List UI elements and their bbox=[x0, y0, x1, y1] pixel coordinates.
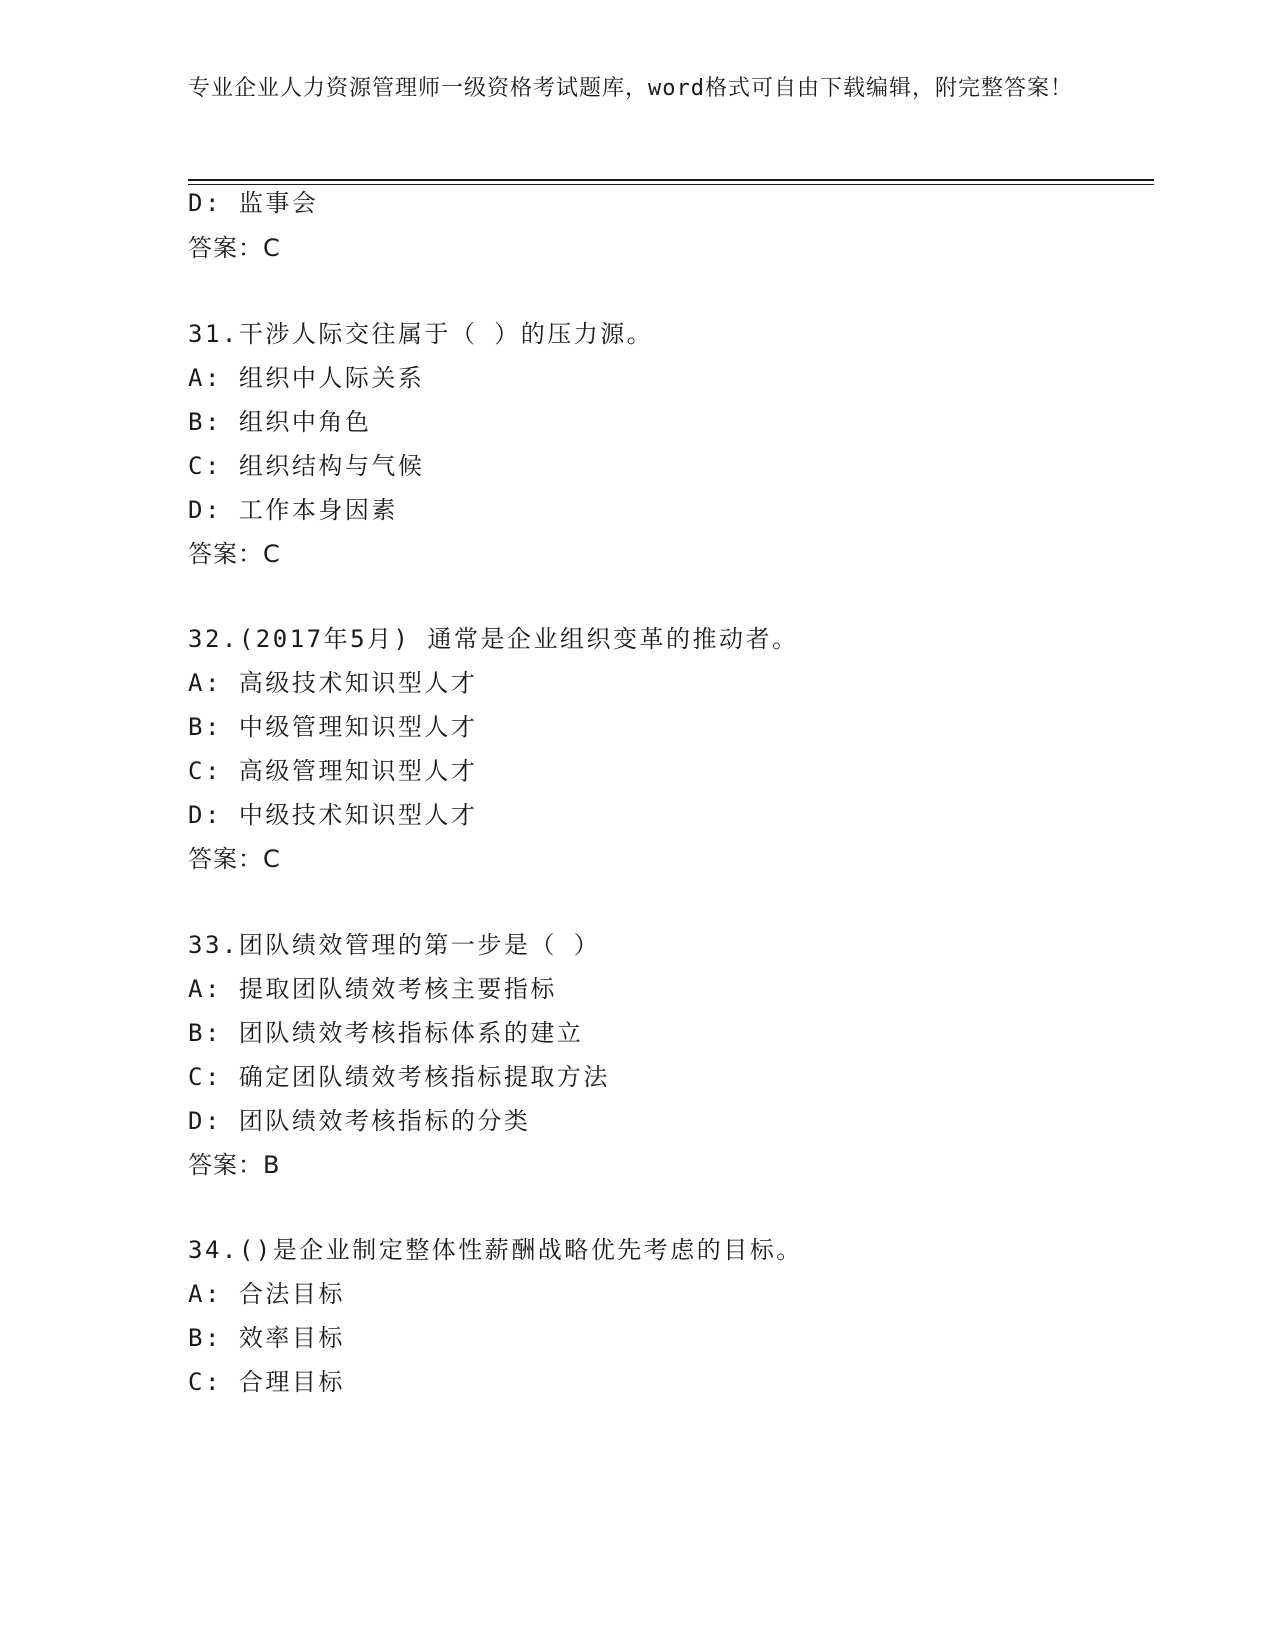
question-32-option-a: A: 高级技术知识型人才 bbox=[188, 669, 478, 697]
question-34-stem: 34.()是企业制定整体性薪酬战略优先考虑的目标。 bbox=[188, 1236, 803, 1264]
question-31-answer: 答案：C bbox=[188, 540, 281, 568]
question-33-option-b: B: 团队绩效考核指标体系的建立 bbox=[188, 1019, 584, 1047]
question-33-stem: 33.团队绩效管理的第一步是（ ） bbox=[188, 931, 601, 959]
question-31-stem: 31.干涉人际交往属于（ ）的压力源。 bbox=[188, 320, 654, 348]
question-31-option-d: D: 工作本身因素 bbox=[188, 496, 398, 524]
question-31-option-b: B: 组织中角色 bbox=[188, 408, 372, 436]
question-32-option-b: B: 中级管理知识型人才 bbox=[188, 713, 478, 741]
question-33-answer: 答案：B bbox=[188, 1151, 281, 1179]
question-32-stem: 32.(2017年5月) 通常是企业组织变革的推动者。 bbox=[188, 625, 799, 653]
question-33-option-c: C: 确定团队绩效考核指标提取方法 bbox=[188, 1063, 610, 1091]
question-31-option-a: A: 组织中人际关系 bbox=[188, 364, 425, 392]
header-divider-thick bbox=[188, 179, 1154, 181]
prev-option-d: D: 监事会 bbox=[188, 189, 319, 217]
page-header: 专业企业人力资源管理师一级资格考试题库，word格式可自由下载编辑，附完整答案！ bbox=[188, 76, 1073, 101]
question-31-option-c: C: 组织结构与气候 bbox=[188, 452, 425, 480]
question-33-option-a: A: 提取团队绩效考核主要指标 bbox=[188, 975, 557, 1003]
header-divider-thin bbox=[188, 184, 1154, 185]
question-32-option-d: D: 中级技术知识型人才 bbox=[188, 801, 478, 829]
question-34-option-a: A: 合法目标 bbox=[188, 1280, 345, 1308]
question-32-option-c: C: 高级管理知识型人才 bbox=[188, 757, 478, 785]
question-34-option-b: B: 效率目标 bbox=[188, 1324, 345, 1352]
prev-answer: 答案：C bbox=[188, 234, 281, 262]
question-32-answer: 答案：C bbox=[188, 845, 281, 873]
question-33-option-d: D: 团队绩效考核指标的分类 bbox=[188, 1107, 531, 1135]
question-34-option-c: C: 合理目标 bbox=[188, 1368, 345, 1396]
